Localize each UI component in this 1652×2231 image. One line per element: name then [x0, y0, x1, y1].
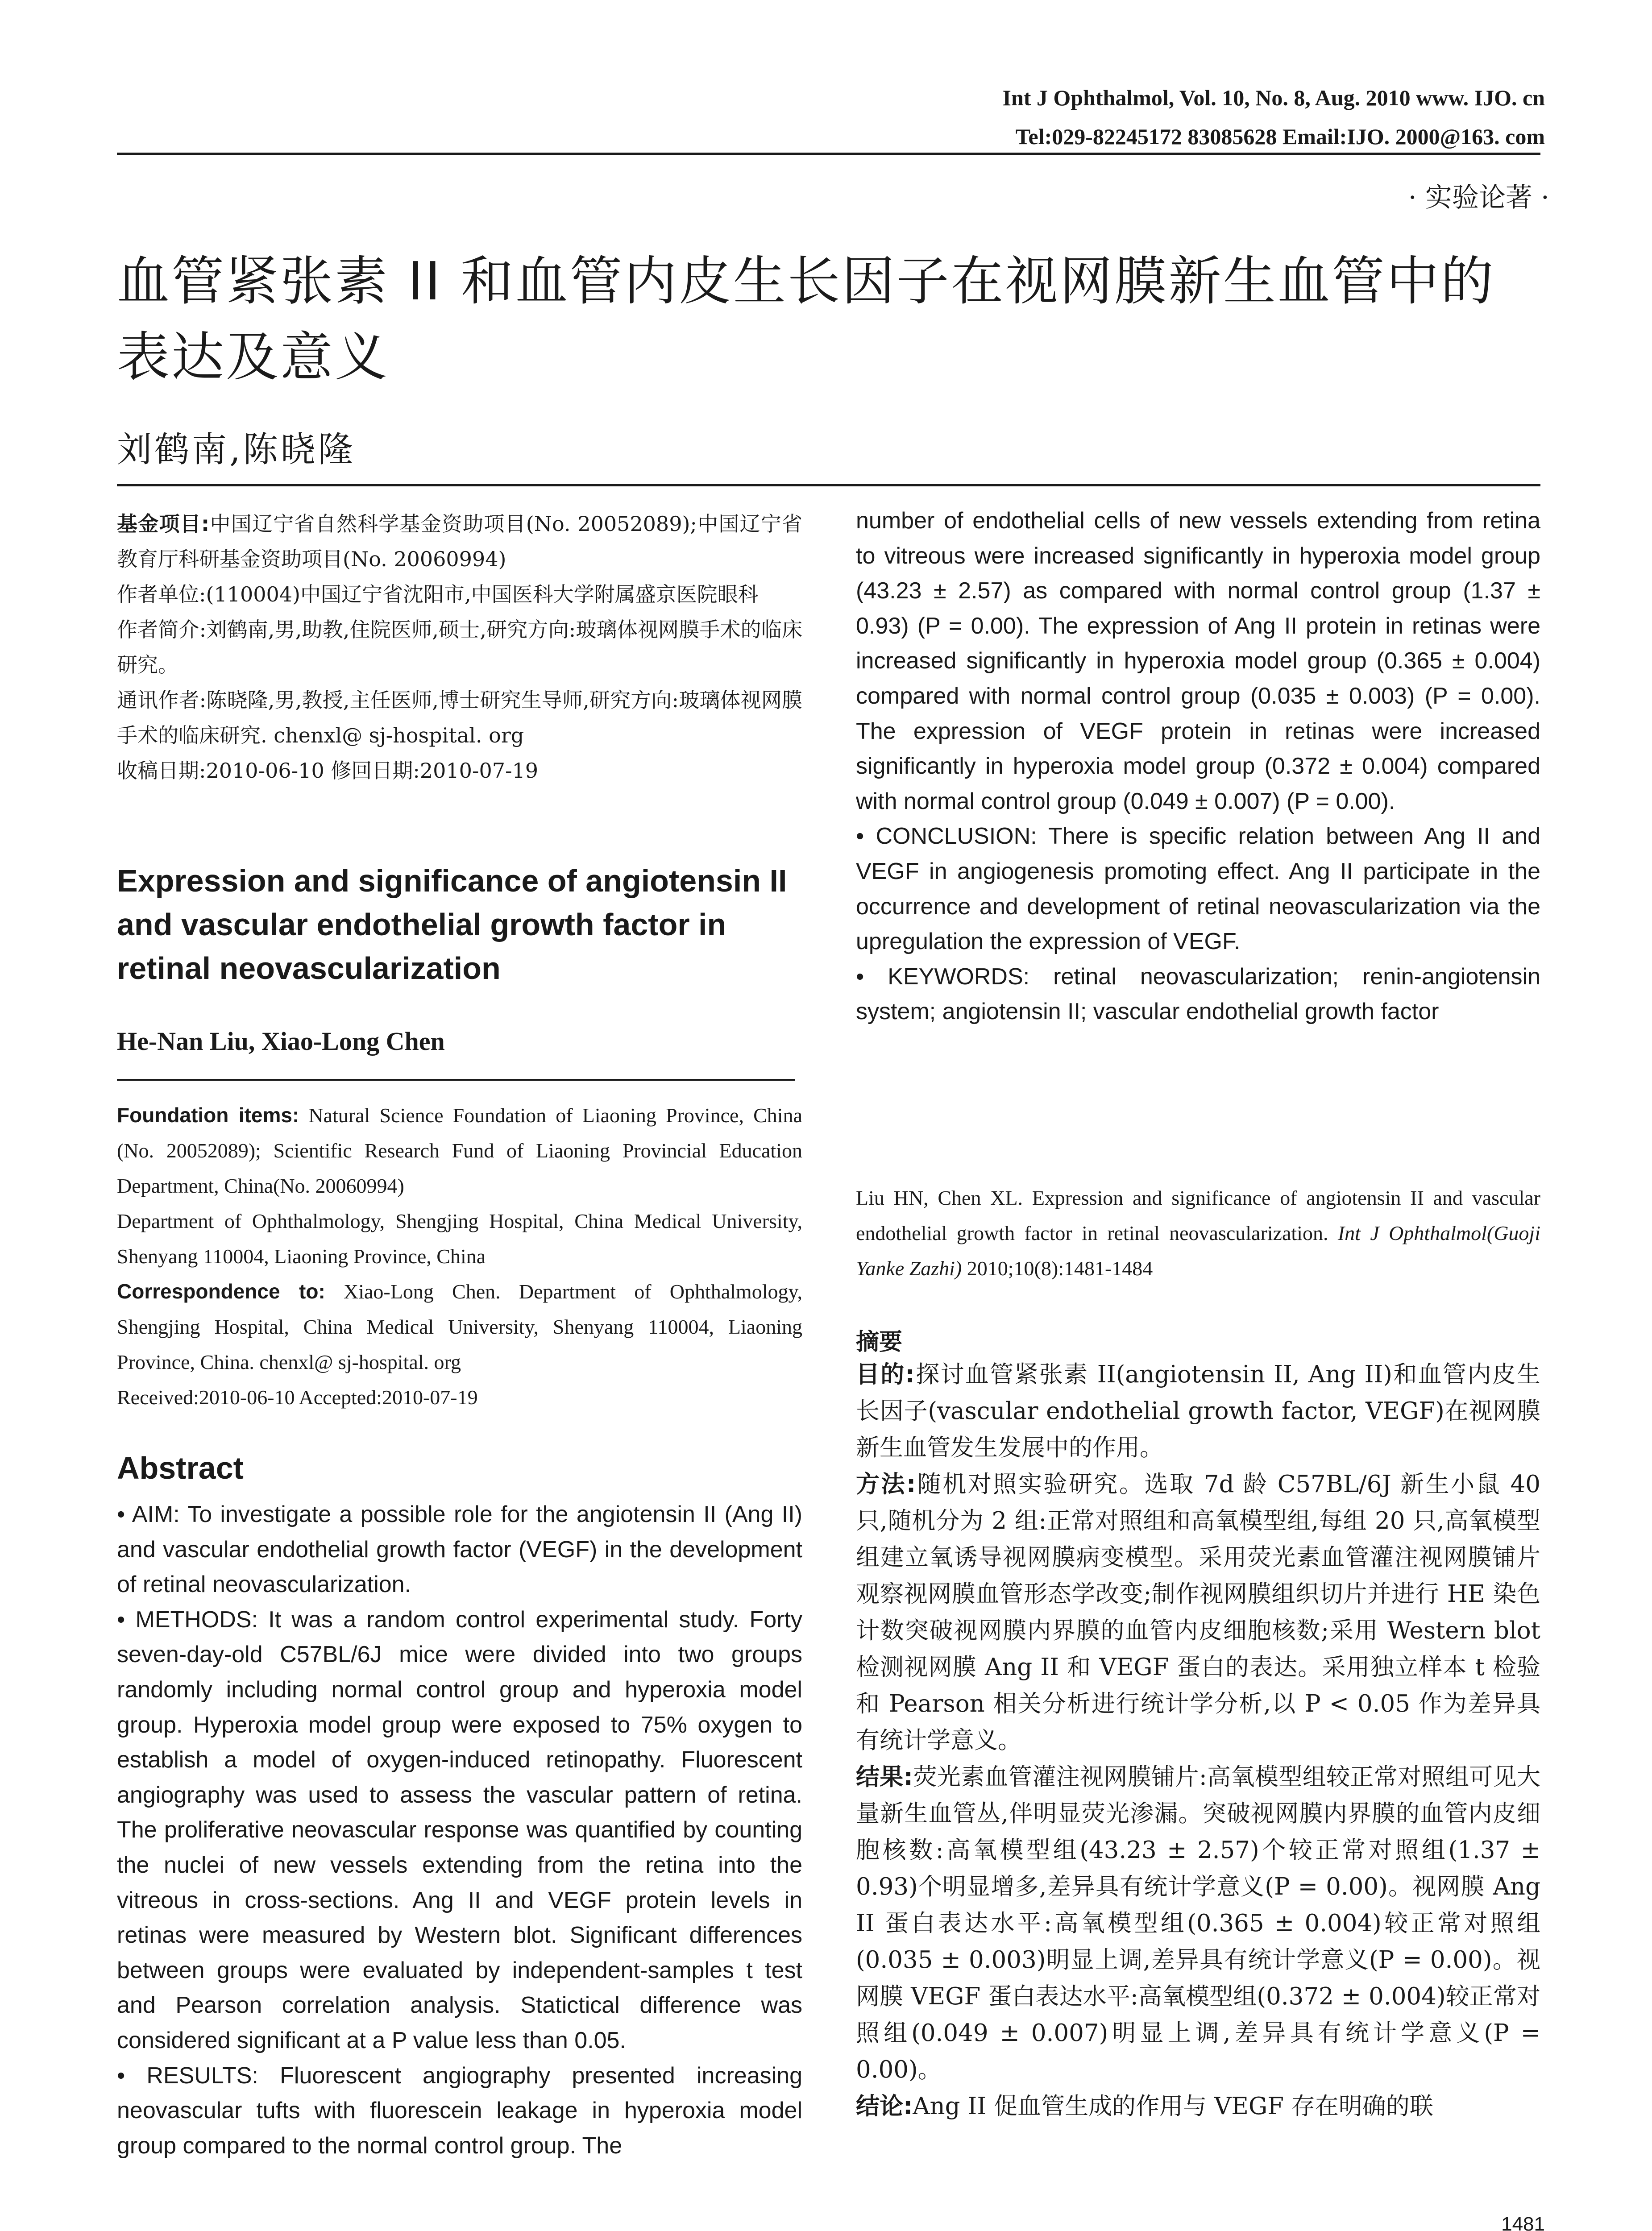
foundation-label: Foundation items:: [117, 1103, 299, 1127]
foundation-text: Natural Science Foundation of Liaoning Province, China (No. 20052089); Scientific Research Fund of Liaoning Provincial Education Department, China(No. 20060994): [117, 1104, 802, 1197]
zhaiyao-conclusion-label: 结论:: [856, 2093, 913, 2120]
department: Department of Ophthalmology, Shengjing Hospital, China Medical University, Shenyang 110004, Liaoning Province, China: [117, 1210, 802, 1268]
zhaiyao-methods: [856, 1466, 1540, 1759]
abstract-keywords: • KEYWORDS: retinal neovascularization; renin-angiotensin system; angiotensin II; vascular endothelial growth factor: [856, 963, 1540, 1025]
abstract-conclusion: • CONCLUSION: There is specific relation between Ang II and VEGF in angiogenesis promoting effect. Ang II participate in the occurrence and development of retinal neovascularization via the upregulation the expression of VEGF.: [856, 823, 1540, 955]
funding-label: 基金项目:: [117, 512, 210, 536]
chinese-title: 血管紧张素 II 和血管内皮生长因子在视网膜新生血管中的表达及意义: [117, 250, 1495, 388]
zhaiyao-aim-text: 探讨血管紧张素 II(angiotensin II, Ang II)和血管内皮生长因子(vascular endothelial growth factor, VEGF)在视网膜新生血管发生发展中的作用。: [856, 1361, 1540, 1461]
zhaiyao-conclusion-text: Ang II 促血管生成的作用与 VEGF 存在明确的联: [913, 2093, 1433, 2120]
abstract-aim: • AIM: To investigate a possible role for the angiotensin II (Ang II) and vascular endothelial growth factor (VEGF) in the development of retinal neovascularization.: [117, 1501, 802, 1598]
zhaiyao-aim: [856, 1356, 1540, 1466]
received-dates: Received:2010-06-10 Accepted:2010-07-19: [117, 1386, 478, 1409]
zhaiyao-results: [856, 1759, 1540, 2088]
zhaiyao-results-text: 荧光素血管灌注视网膜铺片:高氧模型组较正常对照组可见大量新生血管丛,伴明显荧光渗漏。突破视网膜内界膜的血管内皮细胞核数:高氧模型组(43.23 ± 2.57)个较正常对照组(1.37 ± 0.93)个明显增多,差异具有统计学意义(P = 0.00)。视网膜 Ang II 蛋白表达水平:高氧模型组(0.365 ± 0.004)较正常对照组(0.035 ± 0.003)明显上调,差异具有统计学意义(P = 0.00)。视网膜 VEGF 蛋白表达水平:高氧模型组(0.372 ± 0.004)较正常对照组(0.049 ± 0.007)明显上调,差异具有统计学意义(P = 0.00)。: [856, 1763, 1540, 2083]
english-metadata: [117, 1098, 802, 1415]
zhaiyao-aim-label: 目的:: [856, 1361, 915, 1388]
dates-cn: 收稿日期:2010-06-10 修回日期:2010-07-19: [117, 759, 539, 783]
english-title: Expression and significance of angiotensin II and vascular endothelial growth factor in retinal neovascularization: [117, 863, 787, 986]
foundation-items: [117, 1098, 802, 1203]
author-affiliation: 作者单位:(110004)中国辽宁省沈阳市,中国医科大学附属盛京医院眼科: [117, 582, 759, 606]
funding-text: 中国辽宁省自然科学基金资助项目(No. 20052089);中国辽宁省教育厅科研基金资助项目(No. 20060994): [117, 512, 802, 571]
abstract-results-part2: number of endothelial cells of new vessels extending from retina to vitreous were increased significantly in hyperoxia model group (43.23 ± 2.57) as compared with normal control group (1.37 ± 0.93) (P = 0.00). The expression of Ang II protein in retinas were increased significantly in hyperoxia model group (0.365 ± 0.004) compared with normal control group (0.035 ± 0.003) (P = 0.00). The expression of VEGF protein in retinas were increased significantly in hyperoxia model group (0.372 ± 0.004) compared with normal control group (0.049 ± 0.007) (P = 0.00).: [856, 508, 1540, 814]
citation: [856, 1180, 1540, 1286]
author-bio: 作者简介:刘鹤南,男,助教,住院医师,硕士,研究方向:玻璃体视网膜手术的临床研究。: [117, 618, 802, 677]
chinese-authors: 刘鹤南,陈晓隆: [117, 430, 356, 470]
journal-header-line1: Int J Ophthalmol, Vol. 10, No. 8, Aug. 2010 www. IJO. cn: [1002, 85, 1545, 110]
page-number: 1481: [1501, 2213, 1545, 2231]
abstract-left-body: [117, 1497, 802, 2163]
correspondence-cn: 通讯作者:陈晓隆,男,教授,主任医师,博士研究生导师,研究方向:玻璃体视网膜手术的临床研究. chenxl@ sj-hospital. org: [117, 688, 802, 747]
zhaiyao-heading: 摘要: [856, 1329, 903, 1356]
chinese-abstract-body: [856, 1356, 1540, 2125]
title-rule: [117, 484, 1540, 486]
section-tag: · 实验论著 ·: [1408, 182, 1549, 213]
english-authors: He-Nan Liu, Xiao-Long Chen: [117, 1027, 445, 1056]
funding-note: [117, 506, 802, 577]
abstract-heading: Abstract: [117, 1451, 244, 1485]
citation-tail: 2010;10(8):1481-1484: [962, 1257, 1153, 1280]
journal-header-line2: Tel:029-82245172 83085628 Email:IJO. 2000@163. com: [1015, 124, 1545, 149]
correspondence-en: [117, 1274, 802, 1380]
chinese-metadata: [117, 506, 802, 788]
zhaiyao-conclusion: [856, 2088, 1540, 2125]
zhaiyao-methods-label: 方法:: [856, 1471, 916, 1498]
abstract-methods: • METHODS: It was a random control experimental study. Forty seven-day-old C57BL/6J mice were divided into two groups randomly including normal control group and hyperoxia model group. Hyperoxia model group were exposed to 75% oxygen to establish a model of oxygen-induced retinopathy. Fluorescent angiography was used to assess the vascular pattern of retina. The proliferative neovascular response was quantified by counting the nuclei of new vessels extending from the retina into the vitreous in cross-sections. Ang II and VEGF protein levels in retinas were measured by Western blot. Significant differences between groups were evaluated by independent-samples t test and Pearson correlation analysis. Statictical difference was considered significant at a P value less than 0.05.: [117, 1606, 802, 2053]
header-rule: [117, 153, 1540, 155]
abstract-results-part1: • RESULTS: Fluorescent angiography presented increasing neovascular tufts with fluorescein leakage in hyperoxia model group compared to the normal control group. The: [117, 2062, 802, 2159]
correspondence-label: Correspondence to:: [117, 1280, 325, 1303]
correspondence-text: Xiao-Long Chen. Department of Ophthalmology, Shengjing Hospital, China Medical University, Shenyang 110004, Liaoning Province, China. chenxl@ sj-hospital. org: [117, 1280, 802, 1373]
abstract-right-body: [856, 503, 1540, 1029]
citation-journal: Int J Ophthalmol(Guoji Yanke Zazhi): [856, 1222, 1540, 1280]
zhaiyao-methods-text: 随机对照实验研究。选取 7d 龄 C57BL/6J 新生小鼠 40 只,随机分为 2 组:正常对照组和高氧模型组,每组 20 只,高氧模型组建立氧诱导视网膜病变模型。采用荧光素血管灌注视网膜铺片观察视网膜血管形态学改变;制作视网膜组织切片并进行 HE 染色计数突破视网膜内界膜的血管内皮细胞核数;采用 Western blot 检测视网膜 Ang II 和 VEGF 蛋白的表达。采用独立样本 t 检验和 Pearson 相关分析进行统计学分析,以 P < 0.05 作为差异具有统计学意义。: [856, 1471, 1540, 1754]
citation-text: Liu HN, Chen XL. Expression and significance of angiotensin II and vascular endothelial growth factor in retinal neovascularization.: [856, 1186, 1540, 1244]
author-rule: [117, 1079, 795, 1081]
zhaiyao-results-label: 结果:: [856, 1763, 913, 1791]
